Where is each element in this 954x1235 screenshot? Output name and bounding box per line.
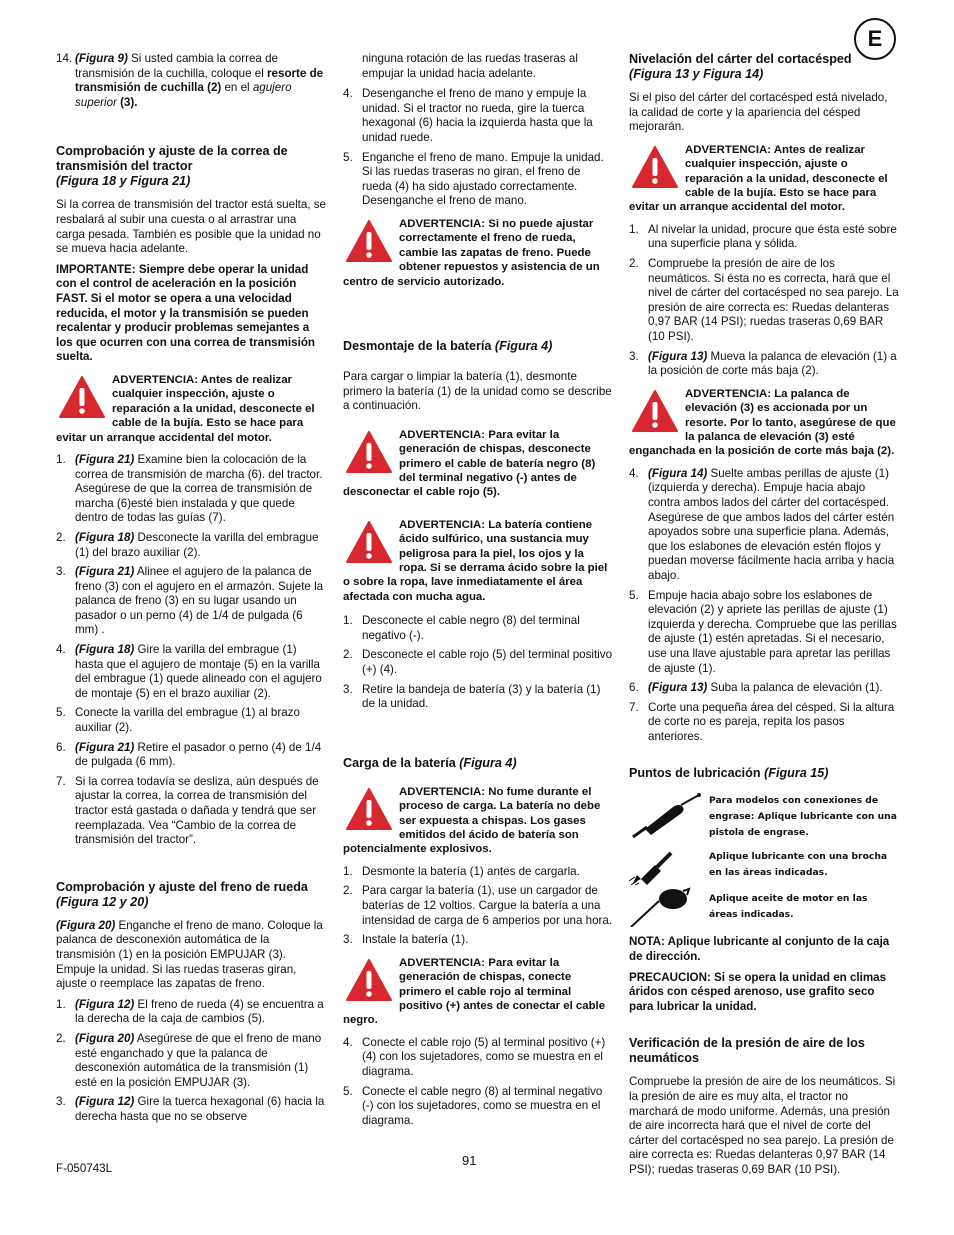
- note: NOTA: Aplique lubricante al conjunto de la caja de dirección.: [629, 935, 890, 964]
- caution: PRECAUCION: Si se opera la unidad en climas áridos con césped arenoso, use grafito seco para lubricar la unidad.: [629, 970, 887, 1013]
- language-badge: E: [854, 18, 896, 60]
- warning-icon: [345, 787, 393, 831]
- paragraph: Para cargar o limpiar la batería (1), desmonte primero la batería (1) de la unidad como se describe a continuación.: [343, 369, 612, 413]
- column-2: [343, 52, 613, 1133]
- section-heading: Verificación de la presión de aire de los neumáticos: [629, 1036, 865, 1066]
- section-heading: Desmontaje de la batería (Figura 4): [343, 338, 553, 353]
- list-item: 1. (Figura 12) El freno de rueda (4) se encuentra a la derecha de la caja de cambios (5).: [56, 997, 324, 1026]
- warning-block: ADVERTENCIA: Para evitar la generación de chispas, conecte primero el cable rojo al terminal positivo (+) antes de conectar el cable negro.: [343, 956, 606, 1027]
- lubrication-legend: [629, 791, 899, 927]
- warning-block: ADVERTENCIA: Para evitar la generación de chispas, desconecte primero el cable de batería negro (8) del terminal negativo (-) antes de desconectar el cable rojo (5).: [343, 428, 596, 499]
- list-item: 4. (Figura 14) Suelte ambas perillas de ajuste (1) (izquierda y derecha). Empuje hacia abajo contra ambos lados del cárter del cortacésped. Asegúrese de que ambos lados del cárter estén apoyados sobre una superficie plana. Además, que los eslabones de elevación estén flojos y puedan moverse fácilmente hacia arriba y hacia abajo.: [629, 466, 895, 582]
- steps-list: [343, 614, 613, 712]
- section-heading: Nivelación del cárter del cortacésped (Figura 13 y Figura 14): [629, 52, 852, 81]
- list-item: 14. (Figura 9) Si usted cambia la correa de transmisión de la cuchilla, coloque el resorte de transmisión de cuchilla (2) en el agujero superior (3).: [56, 52, 324, 109]
- list-item: 2. (Figura 20) Asegúrese de que el freno de mano esté enganchado y que la palanca de desconexión automática de la transmisión (1) esté en la posición EMPUJAR (3).: [56, 1031, 322, 1089]
- list-item: 3. (Figura 21) Alinee el agujero de la palanca de freno (3) con el agujero en el armazón. Sujete la palanca de freno (3) en su lugar usando un pasador o un perno (4) de 1/4 de pulgada (6 mm) .: [56, 565, 324, 637]
- list-item: 7. Si la correa todavía se desliza, aún después de ajustar la correa, la correa de transmisión del tractor está gastada o dañada y tendrá que ser reemplazada. Vea “Cambio de la correa de transmisión del tractor”.: [56, 774, 319, 847]
- warning-block: ADVERTENCIA: La palanca de elevación (3) es accionada por un resorte. Por lo tanto, asegúrese de que la palanca de elevación (3) esté enganchada en la posición de corte más baja (2).: [629, 387, 896, 458]
- list-item: 1. Al nivelar la unidad, procure que ésta esté sobre una superficie plana y sólida.: [629, 222, 897, 251]
- paragraph: Si el piso del cárter del cortacésped está nivelado, la calidad de corte y la apariencia del césped mejorarán.: [629, 91, 888, 134]
- warning-icon: [345, 219, 393, 263]
- section-heading: Puntos de lubricación (Figura 15): [629, 766, 829, 781]
- list-item: 7. Corte una pequeña área del césped. Si la altura de corte no es pareja, repita los pasos anteriores.: [629, 700, 895, 743]
- list-item: 1. Desmonte la batería (1) antes de cargarla.: [343, 864, 580, 878]
- steps-list: [629, 223, 899, 379]
- lube-row-grease-gun: Para modelos con conexiones de engrase: Aplique lubricante con una pistola de engrase.: [629, 791, 899, 843]
- warning-block: ADVERTENCIA: Antes de realizar cualquier inspección, ajuste o reparación a la unidad, desconecte el cable de la bujía. Esto se hace para evitar un arranque accidental del motor.: [56, 373, 315, 444]
- document-code: F-050743L: [56, 1162, 113, 1175]
- list-item: 1. (Figura 21) Examine bien la colocación de la correa de transmisión de marcha (6). del tractor. Asegúrese de que la correa de transmisión de marcha (6)esté bien instalada y que quede dentro de todas las guías (7).: [56, 452, 323, 525]
- paragraph: ninguna rotación de las ruedas traseras al empujar la unidad hacia adelante.: [362, 52, 578, 80]
- list-item: 5. Conecte la varilla del embrague (1) al brazo auxiliar (2).: [56, 706, 300, 735]
- steps-list: [629, 467, 899, 745]
- warning-icon: [631, 145, 679, 189]
- list-item: 4. (Figura 18) Gire la varilla del embrague (1) hasta que el agujero de montaje (5) en la varilla del embrague (1) quede alineado con el agujero de montaje (5) en el brazo auxiliar (2).: [56, 643, 322, 700]
- lube-row-oil-can: Aplique aceite de motor en las áreas indicadas.: [629, 887, 899, 927]
- list-item: 2. Compruebe la presión de aire de los neumáticos. Si ésta no es correcta, hará que el nivel de cárter del cortacésped no sea parejo. La presión de aire correcta es: Ruedas delanteras 0,97 BAR (14 PSI); ruedas traseras 0,69 BAR (10 PSI).: [629, 257, 899, 343]
- list-item: 1. Desconecte el cable negro (8) del terminal negativo (-).: [343, 614, 580, 642]
- page-number: 91: [462, 1153, 477, 1168]
- list-item: 5. Empuje hacia abajo sobre los eslabones de elevación (2) y apriete las perillas de ajuste (1) izquierda y derecha. Compruebe que las perillas de ajuste (1) estén apretadas. Si el necesario, use una llave ajustable para apretar las perillas de ajuste (1).: [629, 588, 897, 675]
- list-item: 6. (Figura 21) Retire el pasador o perno (4) de 1/4 de pulgada (6 mm).: [56, 740, 322, 769]
- important-note: IMPORTANTE: Siempre debe operar la unidad con el control de aceleración en la posición FAST. Si el motor se opera a una velocidad reducida, el motor y la transmisión se pueden recalentar y producir problemas semejantes a los que ocurren con una correa de transmisión suelta.: [56, 262, 315, 364]
- section-heading: Comprobación y ajuste de la correa de transmisión del tractor (Figura 18 y Figura 21): [56, 144, 288, 189]
- warning-block: ADVERTENCIA: No fume durante el proceso de carga. La batería no debe ser expuesta a chispas. Los gases emitidos del ácido de batería son potencialmente explosivos.: [343, 785, 601, 856]
- oil-can-icon: [629, 887, 709, 927]
- warning-block: ADVERTENCIA: La batería contiene ácido sulfúrico, una sustancia muy peligrosa para la piel, los ojos y la ropa. Si se derrama ácido sobre la piel o sobre la ropa, lave inmediatamente el área afectada con mucha agua.: [343, 518, 608, 603]
- list-item: 3. Instale la batería (1).: [343, 933, 469, 947]
- warning-icon: [345, 430, 393, 474]
- warning-icon: [345, 520, 393, 564]
- list-item: 3. (Figura 12) Gire la tuerca hexagonal (6) hacia la derecha hasta que no se observe: [56, 1095, 325, 1123]
- steps-list: [343, 865, 613, 948]
- list-item: 3. Retire la bandeja de batería (3) y la batería (1) de la unidad.: [343, 682, 601, 711]
- list-item: 2. Para cargar la batería (1), use un cargador de baterías de 12 voltios. Cargue la batería a una intensidad de carga de 6 amperios por una hora.: [343, 884, 613, 927]
- list-item: 3. (Figura 13) Mueva la palanca de elevación (1) a la posición de corte más baja (2).: [629, 349, 897, 378]
- steps-list: [343, 87, 613, 209]
- lube-row-brush: Aplique lubricante con una brocha en las áreas indicadas.: [629, 845, 899, 885]
- grease-gun-icon: [629, 791, 709, 843]
- warning-icon: [345, 958, 393, 1002]
- list-item: 2. Desconecte el cable rojo (5) del terminal positivo (+) (4).: [343, 648, 613, 676]
- column-3: [629, 52, 899, 1184]
- steps-list: [56, 453, 326, 848]
- steps-list: [56, 998, 326, 1125]
- paragraph: (Figura 20) Enganche el freno de mano. Coloque la palanca de desconexión automática de la transmisión (1) en la posición EMPUJAR (3). Empuje la unidad. Si las ruedas traseras giran, ajuste o reemplace las zapatas de freno.: [56, 918, 323, 991]
- list-item: 6. (Figura 13) Suba la palanca de elevación (1).: [629, 681, 883, 695]
- warning-block: ADVERTENCIA: Antes de realizar cualquier inspección, ajuste o reparación a la unidad, desconecte el cable de la bujía. Esto se hace para evitar un arranque accidental del motor.: [629, 143, 888, 214]
- warning-icon: [58, 375, 106, 419]
- steps-list: [343, 1036, 613, 1129]
- list-item: 4. Desenganche el freno de mano y empuje la unidad. Si el tractor no rueda, gire la tuerca hexagonal (6) hacia la izquierda hasta que la unidad ruede.: [343, 87, 593, 144]
- list-item: 4. Conecte el cable rojo (5) al terminal positivo (+) (4) con los sujetadores, como se muestra en el diagrama.: [343, 1035, 606, 1078]
- section-heading: Carga de la batería (Figura 4): [343, 755, 517, 770]
- paragraph: Si la correa de transmisión del tractor está suelta, se resbalará al subir una cuesta o al arrastrar una carga pesada. También es posible que la unidad no se mueva hacia adelante.: [56, 198, 327, 256]
- paragraph: Compruebe la presión de aire de los neumáticos. Si la presión de aire es muy alta, el tractor no marchará de modo uniforme. Además, una presión de aire incorrecta hará que el nivel de corte del cárter del cortacésped no sea parejo. La presión de aire correcta es: Ruedas delanteras 0,97 BAR (14 PSI); ruedas traseras 0,69 BAR (10 PSI).: [629, 1075, 896, 1176]
- list-item: 5. Enganche el freno de mano. Empuje la unidad. Si las ruedas traseras no giran, el freno de rueda (4) ha sido ajustado correctamente. Desenganche el freno de mano.: [343, 150, 604, 208]
- column-1: [56, 52, 326, 1130]
- warning-icon: [631, 389, 679, 433]
- warning-block: ADVERTENCIA: Si no puede ajustar correctamente el freno de rueda, cambie las zapatas de freno. Puede obtener repuestos y asistencia de un centro de servicio autorizado.: [343, 217, 600, 288]
- brush-icon: [629, 845, 709, 885]
- list-item: 5. Conecte el cable negro (8) al terminal negativo (-) con los sujetadores, como se muestra en el diagrama.: [343, 1084, 603, 1127]
- list-item: 2. (Figura 18) Desconecte la varilla del embrague (1) del brazo auxiliar (2).: [56, 530, 319, 559]
- section-heading: Comprobación y ajuste del freno de rueda (Figura 12 y 20): [56, 879, 308, 909]
